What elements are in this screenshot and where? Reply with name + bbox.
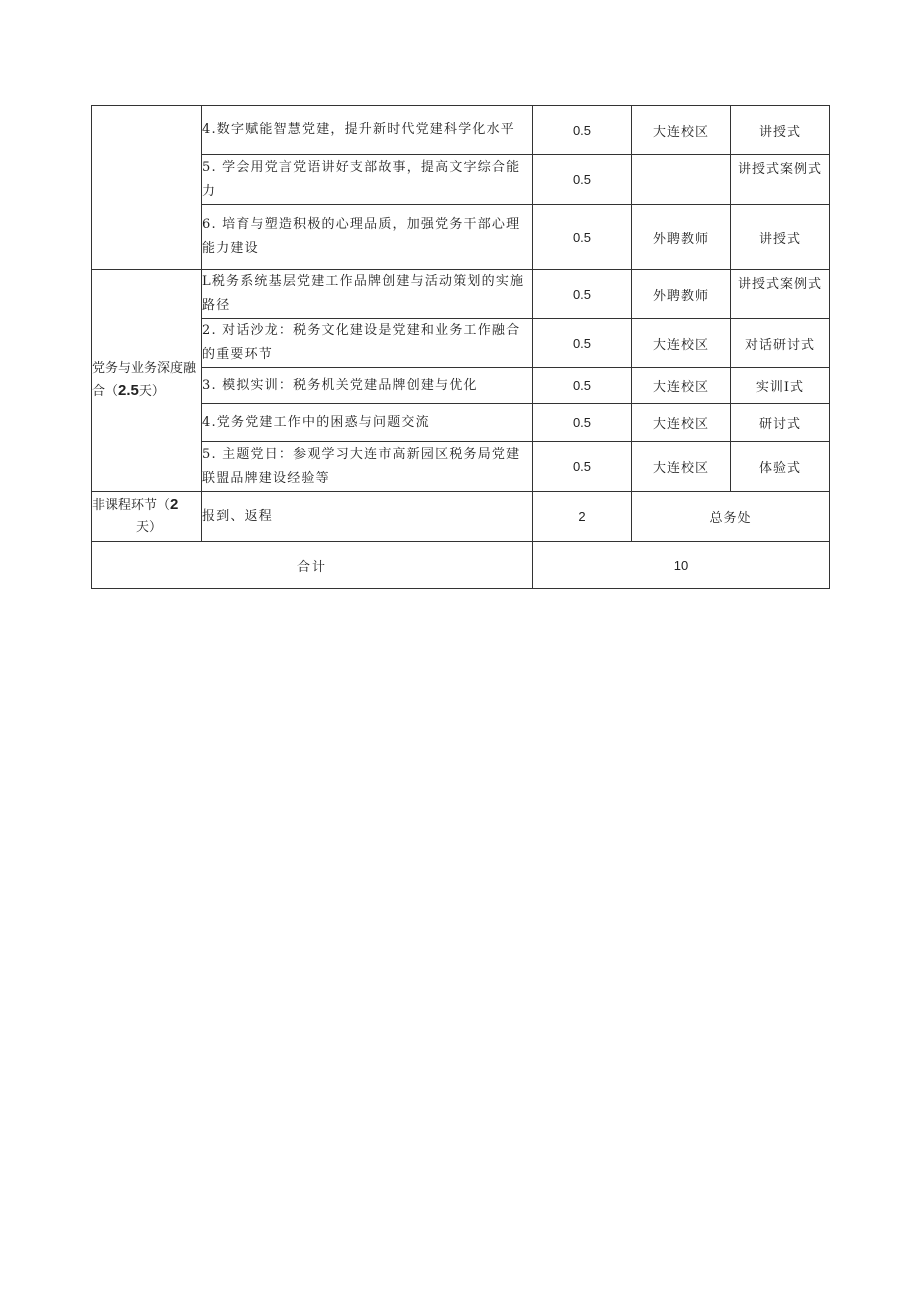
location-cell: 大连校区: [632, 404, 731, 442]
topic-cell: 4.数字赋能智慧党建，提升新时代党建科学化水平: [202, 106, 533, 155]
table-row: [92, 368, 830, 404]
location-cell: [632, 155, 731, 205]
days-cell: 0.5: [533, 205, 632, 270]
category-days: 2.5: [118, 382, 139, 399]
topic-cell: 5. 主题党日：参观学习大连市高新园区税务局党建联盟品牌建设经验等: [202, 442, 533, 492]
topic-cell: 2. 对话沙龙：税务文化建设是党建和业务工作融合的重要环节: [202, 319, 533, 368]
table-row: [92, 319, 830, 368]
format-cell: 讲授式案例式: [731, 155, 830, 205]
category-label: 非课程环节（: [92, 498, 171, 513]
topic-cell: 4.党务党建工作中的困惑与问题交流: [202, 404, 533, 442]
location-cell: 大连校区: [632, 442, 731, 492]
days-cell: 0.5: [533, 404, 632, 442]
location-cell: 大连校区: [632, 368, 731, 404]
total-label: 合计: [92, 542, 533, 589]
format-cell: 讲授式: [731, 205, 830, 270]
topic-cell: 6. 培育与塑造积极的心理品质，加强党务干部心理能力建设: [202, 205, 533, 270]
table-row: [92, 205, 830, 270]
table-row: [92, 442, 830, 492]
format-cell: 讲授式案例式: [731, 270, 830, 319]
table-row: [92, 270, 830, 319]
format-cell: 讲授式: [731, 106, 830, 155]
days-cell: 0.5: [533, 442, 632, 492]
schedule-table: [91, 105, 830, 589]
location-cell: 大连校区: [632, 319, 731, 368]
category-cell-continued: [92, 106, 202, 270]
format-cell: 体验式: [731, 442, 830, 492]
location-cell: 外聘教师: [632, 205, 731, 270]
format-cell: 对话研讨式: [731, 319, 830, 368]
topic-cell: 3. 模拟实训：税务机关党建品牌创建与优化: [202, 368, 533, 404]
location-cell: 外聘教师: [632, 270, 731, 319]
category-cell: [92, 492, 202, 542]
days-cell: 2: [533, 492, 632, 542]
format-cell: 研讨式: [731, 404, 830, 442]
days-cell: 0.5: [533, 319, 632, 368]
category-cell: [92, 270, 202, 492]
table-row: [92, 404, 830, 442]
table-row: [92, 155, 830, 205]
days-cell: 0.5: [533, 106, 632, 155]
category-unit: 天）: [136, 520, 163, 535]
location-cell: 大连校区: [632, 106, 731, 155]
topic-cell: 报到、返程: [202, 492, 533, 542]
days-cell: 0.5: [533, 155, 632, 205]
category-label: 党务与业务深度融合（: [92, 361, 197, 399]
days-cell: 0.5: [533, 270, 632, 319]
topic-cell: 5. 学会用党言党语讲好支部故事，提高文字综合能力: [202, 155, 533, 205]
category-days: 2: [170, 496, 179, 513]
table-row: [92, 106, 830, 155]
topic-cell: L税务系统基层党建工作品牌创建与活动策划的实施路径: [202, 270, 533, 319]
organizer-cell: 总务处: [632, 492, 830, 542]
format-cell: 实训I式: [731, 368, 830, 404]
days-cell: 0.5: [533, 368, 632, 404]
table-row: [92, 492, 830, 542]
total-value: 10: [533, 542, 830, 589]
category-unit: 天）: [138, 384, 165, 399]
total-row: [92, 542, 830, 589]
